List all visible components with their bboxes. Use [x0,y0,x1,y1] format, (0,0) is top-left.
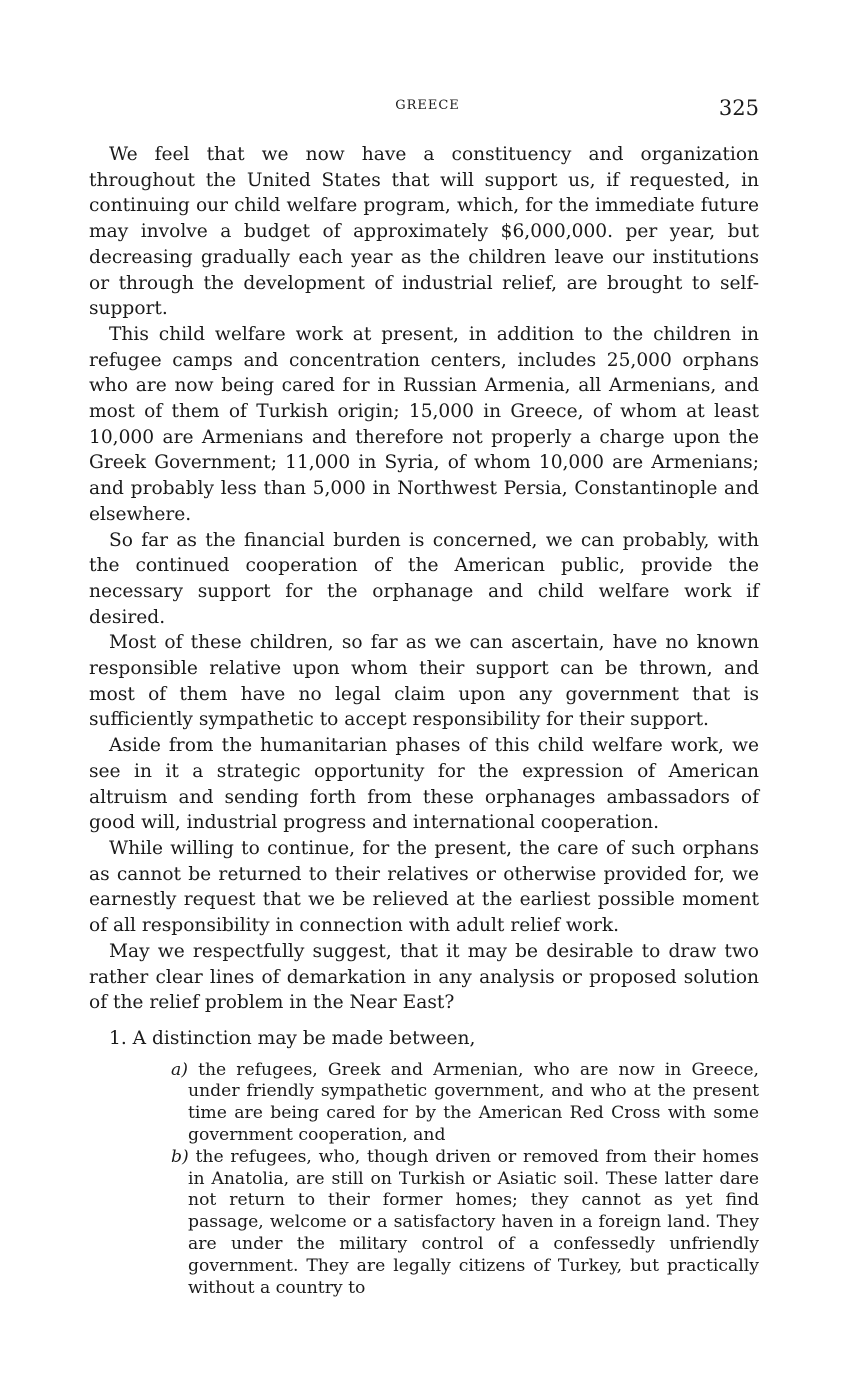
paragraph: Most of these children, so far as we can ascertain, have no known responsible relative upon whom their support can be thrown, and most of them have no legal claim upon any government that is sufficiently sympathetic to accept responsibility for their support. [89,632,759,731]
paragraph: This child welfare work at present, in addition to the children in refugee camps and concentration centers, includes 25,000 orphans who are now being cared for in Russian Armenia, all Armenians, and most of them of Turkish origin; 15,000 in Greece, of whom at least 10,000 are Armenians and therefore not properly a charge upon the Greek Government; 11,000 in Syria, of whom 10,000 are Armenians; and probably less than 5,000 in Northwest Persia, Constantinople and elsewhere. [89,323,759,525]
paragraph: Aside from the humanitarian phases of this child welfare work, we see in it a strategic opportunity for the expression of American altruism and sending forth from these orphanages ambassadors of good will, industrial progress and international cooperation. [89,735,759,834]
sub-list [89,1060,759,1300]
paragraph: While willing to continue, for the present, the care of such orphans as cannot be returned to their relatives or otherwise provided for, we earnestly request that we be relieved at the earliest possible moment of all responsibility in connection with adult relief work. [89,837,759,937]
sub-list-item-b [115,1147,759,1300]
body-text [89,142,759,1299]
paragraph: So far as the financial burden is concerned, we can probably, with the continued cooperation of the American public, provide the necessary support for the orphanage and child welfare work if desired. [89,529,759,628]
sub-item-text: the refugees, Greek and Armenian, who are now in Greece, under friendly sympathetic government, and who at the present time are being cared for by the American Red Cross with some government cooperation, and [188,1059,759,1145]
sub-item-text: the refugees, who, though driven or removed from their homes in Anatolia, are still on Turkish or Asiatic soil. These latter dare not return to their former homes; they cannot as yet find passage, welcome or a satisfactory haven in a foreign land. They are under the military control of a confessedly unfriendly government. They are legally citizens of Turkey, but practically without a country to [188,1146,760,1298]
page-number: 325 [718,96,759,120]
sub-list-item-a [115,1060,759,1147]
paragraph: May we respectfully suggest, that it may be desirable to draw two rather clear lines of demarkation in any analysis or proposed solution of the relief problem in the Near East? [89,940,759,1014]
running-title: GREECE [395,98,460,113]
paragraph: We feel that we now have a constituency and organization throughout the United States that will support us, if requested, in continuing our child welfare program, which, for the immediate future may involve a budget of approximately $6,000,000. per year, but decreasing gradually each year as the children leave our institutions or through the development of industrial relief, are brought to self-support. [89,144,759,320]
sub-item-label: a) [171,1059,199,1080]
running-head [0,96,855,126]
numbered-list-item: 1. A distinction may be made between, [109,1027,476,1049]
sub-item-label: b) [171,1146,196,1167]
